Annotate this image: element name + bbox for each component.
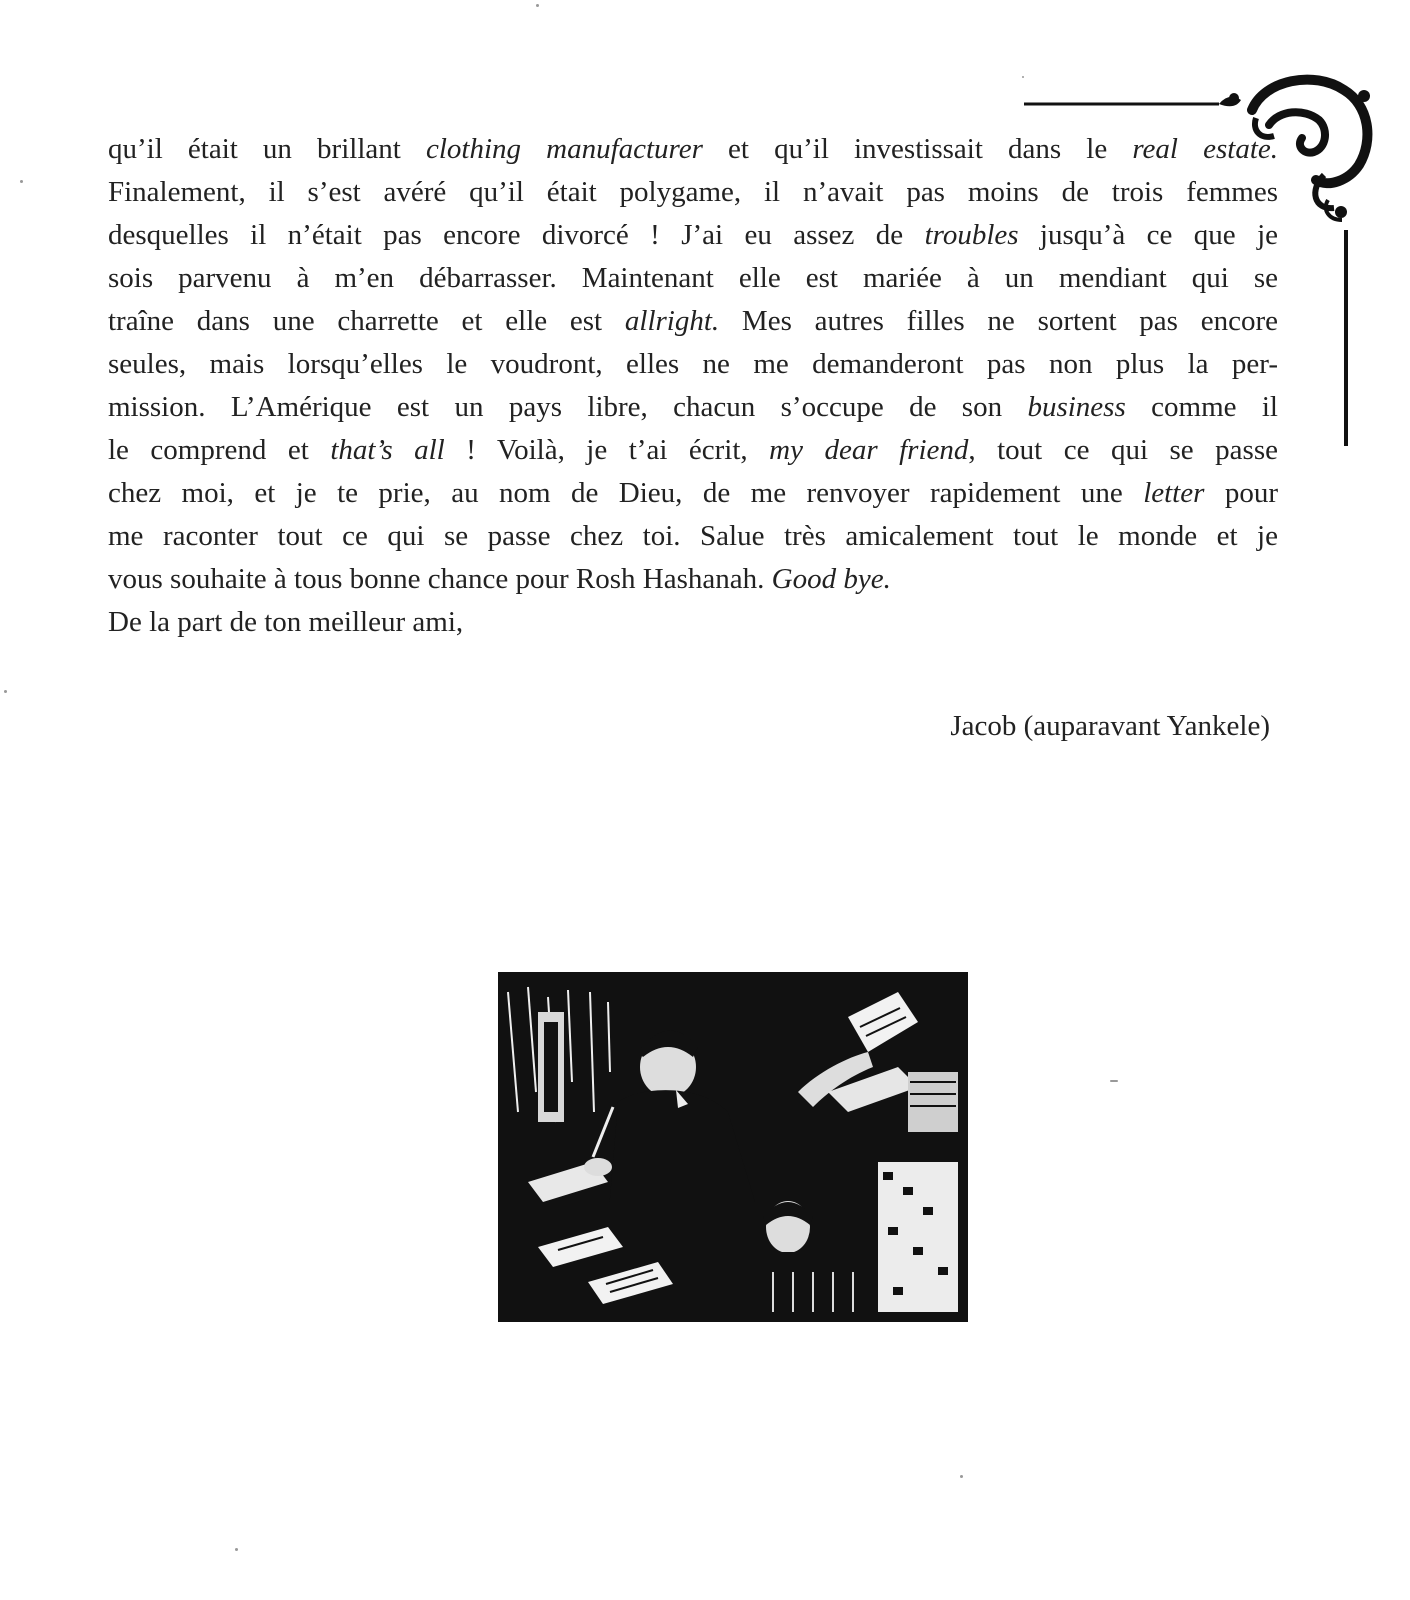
italic-phrase: business [1027,391,1126,423]
paper-speck [20,180,23,183]
woodcut-illustration-icon [498,972,968,1322]
text-run: , tout ce qui se passe [968,434,1278,466]
text-run: De la part de ton meilleur ami, [108,606,464,638]
italic-phrase: troubles [924,219,1019,251]
letter-line [108,257,1278,300]
italic-phrase: letter [1143,477,1205,509]
text-run: le comprend et [108,434,331,466]
text-run: comme il [1125,391,1278,423]
italic-phrase: real estate. [1132,133,1278,165]
paper-speck [235,1548,238,1551]
text-run: Finalement, il s’est avéré qu’il était polygame, il n’avait pas moins de trois femmes [108,176,1278,208]
text-run: qu’il était un brillant [108,133,426,165]
text-run: chez moi, et je te prie, au nom de Dieu, de me renvoyer rapidement une [108,477,1144,509]
text-run: seules, mais lorsqu’elles le voudront, elles ne me demanderont pas non plus la per- [108,348,1278,380]
letter-line [108,386,1278,429]
text-run: me raconter tout ce qui se passe chez toi. Salue très amicalement tout le monde et je [108,520,1278,552]
text-run: et qu’il investissait dans le [702,133,1133,165]
italic-phrase: allright. [624,305,720,337]
italic-phrase: clothing manufacturer [425,133,703,165]
text-run: ! Voilà, je t’ai écrit, [444,434,770,466]
letter-line [108,601,1278,644]
letter-line [108,128,1278,171]
letter-line [108,214,1278,257]
text-run: Mes autres filles ne sortent pas encore [719,305,1278,337]
paper-speck [960,1475,963,1478]
text-run: pour [1204,477,1278,509]
text-run: mission. L’Amérique est un pays libre, chacun s’occupe de son [108,391,1028,423]
letter-line [108,558,1278,601]
letter-line [108,515,1278,558]
letter-line [108,300,1278,343]
signature: Jacob (auparavant Yankele) [950,710,1270,742]
text-run: vous souhaite à tous bonne chance pour Rosh Hashanah. [108,563,772,595]
letter-line [108,429,1278,472]
paper-speck [4,690,7,693]
text-run: sois parvenu à m’en débarrasser. Maintenant elle est mariée à un mendiant qui se [108,262,1278,294]
italic-phrase: my dear friend [769,434,969,466]
italic-phrase: that’s all [330,434,445,466]
letter-line [108,343,1278,386]
text-run: desquelles il n’était pas encore divorcé ! J’ai eu assez de [108,219,925,251]
paper-speck [1110,1080,1118,1082]
paper-speck [536,4,539,7]
letter-line [108,171,1278,214]
paper-speck [1022,76,1024,78]
italic-phrase: Good bye. [771,563,891,595]
text-run: traîne dans une charrette et elle est [108,305,625,337]
letter-line [108,472,1278,515]
letter-body [108,128,1278,644]
text-run: jusqu’à ce que je [1018,219,1278,251]
